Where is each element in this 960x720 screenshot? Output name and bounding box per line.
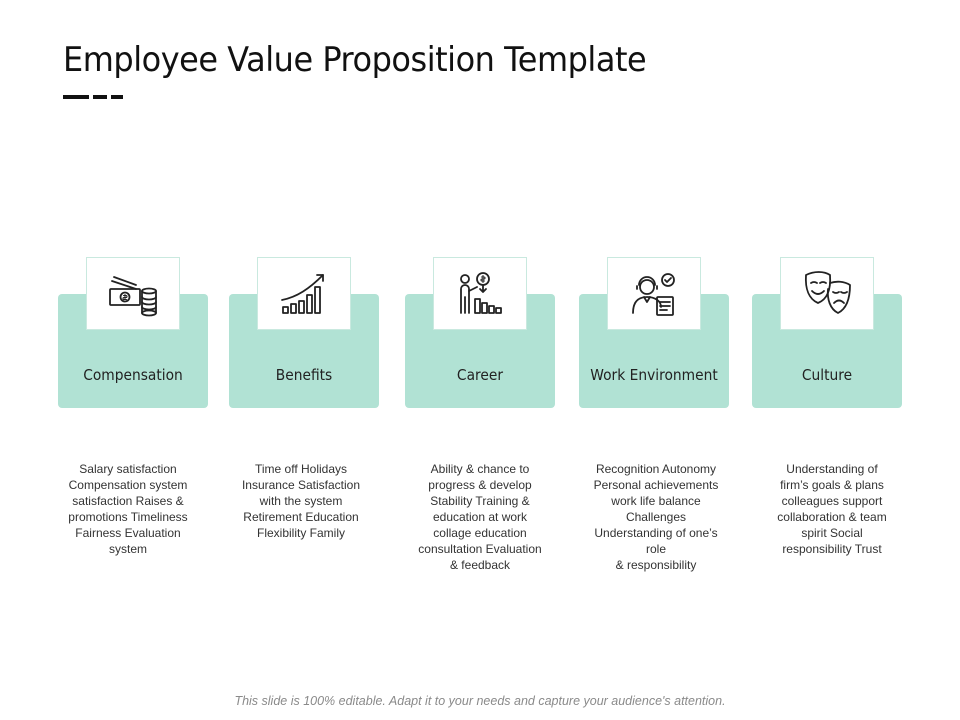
title-underline (63, 95, 89, 99)
pillar-description: Time off Holidays Insurance Satisfaction with the system Retirement Education Flexibility Family (241, 462, 361, 540)
growth-chart-icon (277, 267, 331, 321)
page-title: Employee Value Proposition Template (63, 40, 647, 80)
pillar-label: Culture (801, 366, 853, 384)
pillar-label: Work Environment (590, 366, 718, 384)
pillar-description: Recognition Autonomy Personal achievements work life balance Challenges Understanding of one’s role & responsibility (593, 462, 719, 572)
pillar-icon-box (433, 257, 527, 330)
pillar-icon-box (780, 257, 874, 330)
employee-checklist-icon (627, 267, 681, 321)
footer-note: This slide is 100% editable. Adapt it to your needs and capture your audience's attention. (234, 694, 726, 708)
career-growth-icon (453, 267, 507, 321)
title-underline (93, 95, 107, 99)
money-coins-icon (106, 267, 160, 321)
pillar-label: Compensation (83, 366, 183, 384)
pillar-icon-box (257, 257, 351, 330)
pillar-icon-box (607, 257, 701, 330)
title-underline (111, 95, 123, 99)
pillar-label: Benefits (275, 366, 333, 384)
pillar-description: Understanding of firm’s goals & plans colleagues support collaboration & team spirit Social responsibility Trust (777, 462, 887, 556)
pillar-description: Salary satisfaction Compensation system satisfaction Raises & promotions Timeliness Fairness Evaluation system (68, 462, 188, 556)
pillar-label: Career (456, 366, 504, 384)
pillar-description: Ability & chance to progress & develop Stability Training & education at work collage education consultation Evaluation & feedback (418, 462, 542, 572)
pillar-icon-box (86, 257, 180, 330)
theater-masks-icon (800, 267, 854, 321)
